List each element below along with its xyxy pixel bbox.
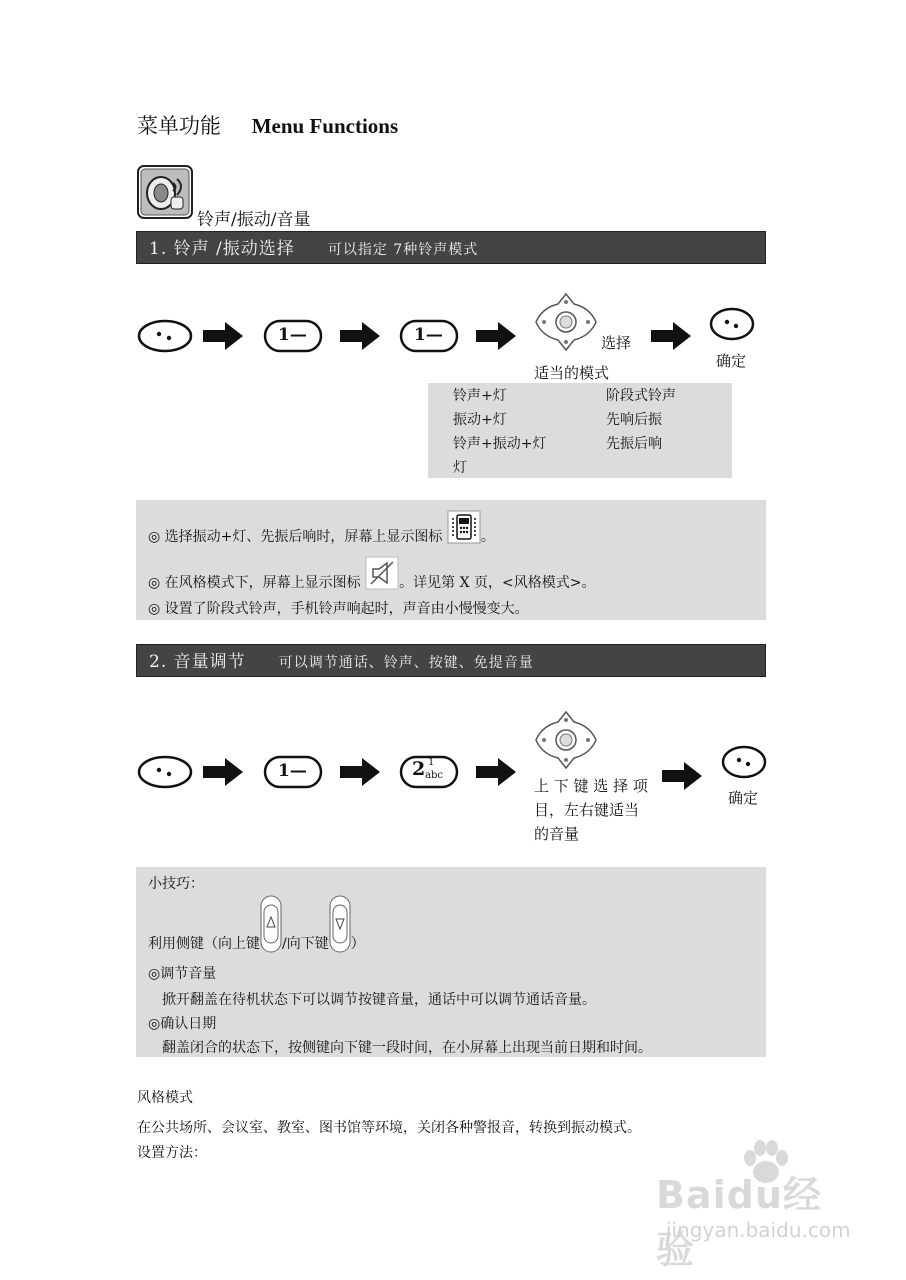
page-title — [137, 110, 398, 140]
key-1-label: 1— — [278, 325, 307, 345]
arrow-right-icon — [340, 322, 380, 350]
style-mode-title: 风格模式 — [137, 1090, 193, 1106]
arrow-right-icon — [203, 758, 243, 786]
nav-label: 选择 — [601, 334, 632, 352]
mute-speaker-icon — [365, 556, 399, 590]
page-title-en: Menu Functions — [251, 114, 399, 138]
style-mode-text: 在公共场所、会议室、教室、图书馆等环境，关闭各种警报音，转换到振动模式。 — [137, 1120, 641, 1136]
mode-item: 先振后响 — [606, 436, 662, 452]
nav-key-icon — [534, 292, 598, 352]
section1-desc: 可以指定 7种铃声模式 — [327, 242, 479, 258]
nav-label-2: 适当的模式 — [534, 364, 610, 382]
arrow-right-icon — [651, 322, 691, 350]
arrow-right-icon — [662, 762, 702, 790]
note-line — [148, 526, 495, 546]
arrow-right-icon — [340, 758, 380, 786]
side-keys-text: ） — [350, 936, 365, 952]
watermark-brand: Baidu经验 — [656, 1173, 822, 1272]
menu-key-icon — [137, 319, 193, 353]
key-2-label: 2 — [412, 758, 426, 780]
nav-key-icon — [534, 710, 598, 770]
confirm-label: 确定 — [728, 789, 759, 807]
note-text: ◎ 在风格模式下，屏幕上显示图标 — [148, 575, 361, 591]
section1-header — [136, 231, 766, 264]
side-keys-text: 利用侧键（向上键 — [148, 936, 260, 952]
mode-item: 振动+灯 — [453, 412, 507, 428]
section1-title: 1. 铃声 /振动选择 — [149, 239, 295, 259]
tip-item-title: ◎确认日期 — [148, 1016, 217, 1032]
side-keys-line — [148, 895, 365, 953]
mode-item: 灯 — [453, 460, 467, 476]
notes-box — [136, 500, 766, 620]
tips-title: 小技巧： — [148, 876, 204, 892]
menu-key-icon — [137, 755, 193, 789]
tips-box — [136, 867, 766, 1057]
key-2-sup: 1 — [428, 757, 435, 768]
nav-instruction-line: 的音量 — [534, 825, 580, 843]
key-2-sub: abc — [425, 770, 443, 781]
volume-up-key-icon — [260, 895, 282, 953]
arrow-right-icon — [203, 322, 243, 350]
note-line — [148, 572, 595, 592]
menu-key-icon — [721, 745, 767, 779]
style-mode-setup: 设置方法： — [137, 1145, 207, 1161]
mode-list — [428, 383, 732, 478]
baidu-watermark — [656, 1140, 856, 1272]
arrow-right-icon — [476, 758, 516, 786]
confirm-label: 确定 — [716, 352, 747, 370]
mode-item: 铃声+振动+灯 — [453, 436, 547, 452]
section-label: 铃声/振动/音量 — [197, 210, 311, 230]
section2-title: 2. 音量调节 — [149, 652, 246, 672]
note-text: 。 — [480, 529, 495, 545]
arrow-right-icon — [476, 322, 516, 350]
key-1-label: 1— — [278, 761, 307, 781]
mode-item: 先响后振 — [606, 412, 662, 428]
section2-desc: 可以调节通话、铃声、按键、免提音量 — [278, 655, 534, 671]
key-1-label: 1— — [414, 325, 443, 345]
speaker-icon — [137, 165, 193, 219]
section2-header — [136, 644, 766, 677]
tip-item-text: 掀开翻盖在待机状态下可以调节按键音量，通话中可以调节通话音量。 — [162, 992, 596, 1008]
vibrate-icon — [447, 510, 481, 544]
side-keys-text: /向下键 — [282, 936, 329, 952]
mode-item: 铃声+灯 — [453, 388, 507, 404]
mode-item: 阶段式铃声 — [606, 388, 676, 404]
volume-down-key-icon — [329, 895, 351, 953]
nav-instruction-line: 上 下 键 选 择 项 — [534, 777, 648, 795]
menu-key-icon — [709, 307, 755, 341]
page-title-cn: 菜单功能 — [137, 114, 221, 138]
tip-item-title: ◎调节音量 — [148, 966, 217, 982]
nav-instruction-line: 目，左右键适当 — [534, 801, 640, 819]
watermark-url: jingyan.baidu.com — [666, 1218, 851, 1242]
note-line: ◎ 设置了阶段式铃声，手机铃声响起时，声音由小慢慢变大。 — [148, 601, 529, 617]
note-text: ◎ 选择振动+灯、先振后响时，屏幕上显示图标 — [148, 529, 443, 545]
tip-item-text: 翻盖闭合的状态下，按侧键向下键一段时间，在小屏幕上出现当前日期和时间。 — [162, 1040, 652, 1056]
note-text: 。详见第 X 页，<风格模式>。 — [399, 575, 596, 591]
